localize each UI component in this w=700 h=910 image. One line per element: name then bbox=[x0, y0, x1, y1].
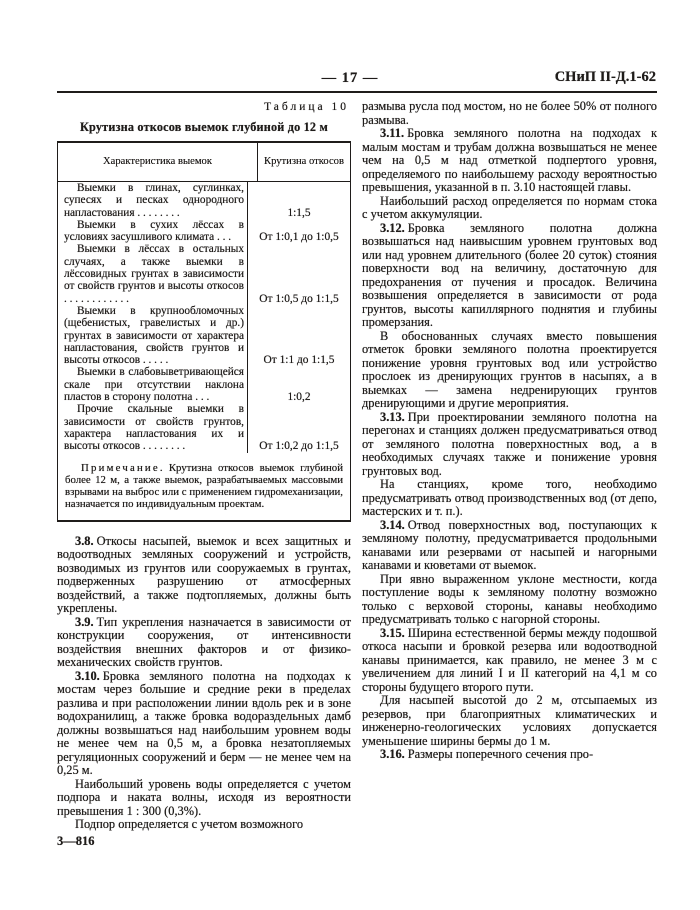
table-row bbox=[58, 305, 350, 366]
paragraph-3-11 bbox=[362, 127, 657, 195]
header-rule bbox=[57, 91, 657, 93]
paragraph-continuation bbox=[362, 100, 657, 127]
paragraph bbox=[362, 330, 657, 411]
page-number: — 17 — bbox=[321, 70, 379, 86]
table-row bbox=[58, 366, 350, 403]
document-code: СНиП II-Д.1-62 bbox=[554, 69, 656, 85]
paragraph-text: Наибольший уровень воды определяется с учетом подпора и наката волны, исходя из вероятности превышения 1 : 300 (0,3%). bbox=[57, 776, 351, 818]
paragraph-text: Размеры поперечного сечения про- bbox=[407, 747, 594, 761]
row-slope-value: От 1:0,1 до 1:0,5 bbox=[247, 219, 350, 244]
print-signature: 3—816 bbox=[57, 833, 95, 848]
paragraph-text: Бровка земляного полотна на подходах к малым мостам и трубам должна возвышаться не менее чем на 0,5 м над отметкой подпертого уровня, определяемого по наибольшему расходу вероятностью превышения, указанной в п. 3.10 настоящей главы. bbox=[362, 126, 657, 194]
paragraph-text: Наибольший расход определяется по нормам стока с учетом аккумуляции. bbox=[362, 193, 657, 221]
paragraph-text: На станциях, кроме того, необходимо предусматривать отвод производственных вод (от депо, мастерских и т. п.). bbox=[362, 477, 657, 518]
paragraph-text: Откосы насыпей, выемок и всех защитных и водоотводных земляных сооружений и устройств, возводимых из грунтов или сооружаемых в грунтах, подверженных разрушению от атмосферных воздействий, а также подтопляемых, должны быть укреплены. bbox=[57, 533, 351, 616]
paragraph-text: При явно выраженном уклоне местности, когда поступление воды к земляному полотну возможно только с верховой стороны, канавы необходимо предусматривать только с нагорной стороны. bbox=[362, 571, 657, 626]
paragraph bbox=[362, 573, 657, 627]
section-number: 3.8. bbox=[75, 533, 94, 548]
paragraph-3-10 bbox=[57, 670, 351, 778]
row-characteristic: Выемки в лёссах в остальных случаях, а также выемки в лёссовидных грунтах в зависимости от свойств грунтов и высоты откосов . . . . . . . . . . . . bbox=[64, 243, 244, 305]
table-row bbox=[58, 243, 350, 304]
section-number: 3.16. bbox=[380, 747, 405, 761]
table-row bbox=[58, 219, 350, 244]
paragraph bbox=[362, 478, 657, 519]
paragraph-text: В обоснованных случаях вместо повышения отметок бровки земляного полотна проектируется понижение уровня грунтовых вод или устройство прослоек из дренирующих грунтов в насыпях, а в выемках — замена недренирующих грунтов дренирующими и другие мероприятия. bbox=[362, 328, 657, 410]
paragraph-text: При проектировании земляного полотна на перегонах и станциях должен предусматриваться отвод от земляного полотна поверхностных вод, а в необходимых случаях также и понижение уровня грунтовых вод. bbox=[362, 409, 657, 478]
section-number: 3.13. bbox=[380, 409, 405, 424]
paragraph-3-15 bbox=[362, 627, 657, 695]
table-row bbox=[58, 403, 350, 452]
paragraph-text: Бровка земляного полотна на подходах к мостам через большие и средние реки в пределах разлива и при расположении линии вдоль рек и в зоне водохранилищ, а также бровка водораздельных дамб должны возвышаться над наибольшим уровнем воды не менее чем на 0,5 м, а бровка незатопляемых регуляционных сооружений и берм — не менее чем на 0,25 м. bbox=[57, 668, 351, 778]
row-characteristic: Выемки в сухих лёссах в условиях засушливого климата . . . bbox=[64, 218, 244, 244]
paragraph-text: размыва русла под мостом, но не более 50% от полного размыва. bbox=[362, 99, 657, 127]
row-characteristic: Выемки в слабовыветривающейся скале при отсутствии наклона пластов в сторону полотна . . . bbox=[64, 366, 244, 404]
paragraph bbox=[57, 818, 351, 832]
section-number: 3.11. bbox=[380, 126, 405, 140]
row-characteristic: Прочие скальные выемки в зависимости от свойств грунтов, характера напластования их и высоты откосов . . . . . . . . bbox=[64, 403, 244, 453]
section-number: 3.14. bbox=[380, 517, 405, 532]
left-column bbox=[57, 100, 351, 848]
section-number: 3.12. bbox=[380, 220, 405, 235]
paragraph-3-14 bbox=[362, 519, 657, 573]
table-title: Крутизна откосов выемок глубиной до 12 м bbox=[80, 119, 328, 134]
paragraph-text: Для насыпей высотой до 2 м, отсыпаемых из резервов, при благоприятных климатических и инженерно-геологических условиях допускается уменьшение ширины бермы до 1 м. bbox=[362, 693, 657, 748]
paragraph-3-8 bbox=[57, 535, 351, 616]
section-number: 3.10. bbox=[75, 668, 100, 683]
paragraph-3-12 bbox=[362, 222, 657, 330]
table-header-row bbox=[58, 143, 350, 182]
paragraph bbox=[57, 778, 351, 819]
row-slope-value: От 1:0,5 до 1:1,5 bbox=[247, 243, 350, 304]
table-header-characteristic: Характеристика выемок bbox=[103, 156, 212, 167]
paragraph-text: Ширина естественной бермы между подошвой откоса насыпи и бровкой резерва или водоотводной канавы принимается, как правило, не менее 3 м с увеличением для линий I и II категорий на 4,1 м со стороны будущего второго пути. bbox=[362, 625, 657, 694]
row-slope-value: От 1:0,2 до 1:1,5 bbox=[247, 403, 350, 452]
table-note-label: Примечание. bbox=[81, 461, 165, 474]
row-slope-value: От 1:1 до 1:1,5 bbox=[247, 305, 350, 366]
paragraph-3-16 bbox=[362, 748, 657, 762]
slope-table bbox=[57, 141, 351, 522]
paragraph-text: Бровка земляного полотна должна возвышаться над наивысшим уровнем грунтовых вод или над уровнем длительного (более 20 суток) стояния поверхности вод на величину, достаточную для предохранения от пучения и просадок. Величина возвышения определяется в зависимости от рода грунтов, высоты капиллярного поднятия и глубины промерзания. bbox=[362, 220, 657, 329]
table-row bbox=[58, 182, 350, 219]
paragraph bbox=[362, 195, 657, 222]
paragraph-text: Подпор определяется с учетом возможного bbox=[75, 817, 304, 832]
table-header-slope: Крутизна откосов bbox=[257, 143, 350, 181]
paragraph-text: Тип укрепления назначается в зависимости от конструкции сооружения, от интенсивности воздействия внешних факторов и от физико-механических свойств грунтов. bbox=[57, 614, 351, 670]
table-note bbox=[58, 453, 350, 520]
row-slope-value: 1:1,5 bbox=[247, 182, 350, 219]
section-number: 3.15. bbox=[380, 625, 405, 640]
section-number: 3.9. bbox=[75, 614, 94, 629]
row-characteristic: Выемки в крупнообломочных (щебенистых, гравелистых и др.) грунтах в зависимости от характера напластования, свойств грунтов и высоты откосов . . . . . bbox=[64, 304, 244, 367]
paragraph-3-9 bbox=[57, 616, 351, 670]
table-note-text: Крутизна откосов выемок глубиной более 12 м, а также выемок, разрабатываемых массовыми взрывами на выброс или с применением гидромеханизации, назначается по индивидуальным проектам. bbox=[65, 461, 343, 511]
table-label: Таблица 10 bbox=[264, 101, 349, 113]
paragraph bbox=[362, 694, 657, 748]
row-characteristic: Выемки в глинах, суглинках, супесях и песках однородного напластования . . . . . . . . bbox=[64, 182, 244, 219]
row-slope-value: 1:0,2 bbox=[247, 366, 350, 403]
paragraph-text: Отвод поверхностных вод, поступающих к земляному полотну, предусматривается продольными канавами или резервами от насыпей и нагорными канавами и кюветами от выемок. bbox=[362, 517, 657, 572]
paragraph-3-13 bbox=[362, 411, 657, 479]
right-column bbox=[362, 100, 657, 762]
